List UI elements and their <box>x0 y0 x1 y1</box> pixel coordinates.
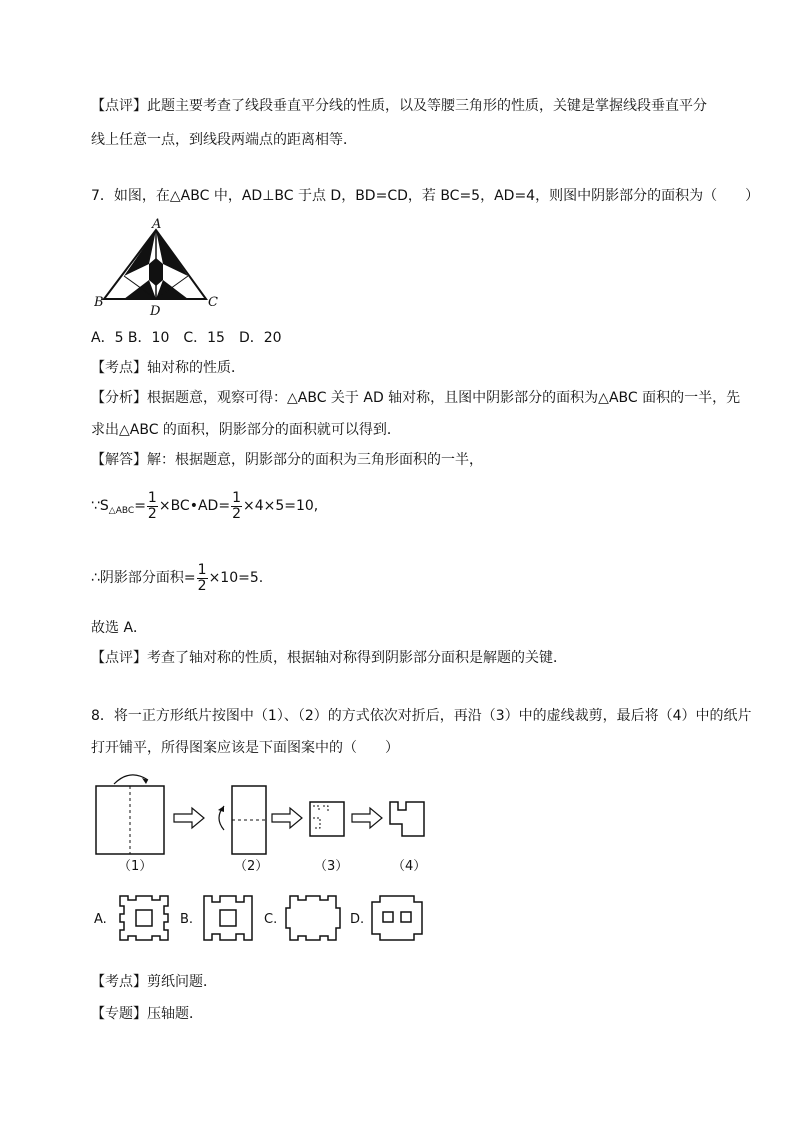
q8-stem-line-2: 打开铺平，所得图案应该是下面图案中的（ ） <box>91 740 399 756</box>
q7-point: 【考点】轴对称的性质． <box>91 360 245 376</box>
comment-line-2: 线上任意一点，到线段两端点的距离相等． <box>91 132 357 148</box>
option-C-label: C. <box>264 912 278 927</box>
q7-equation-2: ∴阴影部分面积= $\frac{1}{2}$ ×10=5. <box>91 561 264 594</box>
option-B-pattern <box>198 890 258 946</box>
q7-choice: 故选 A． <box>91 620 148 636</box>
label-B: B <box>94 295 104 310</box>
caption-2: （2） <box>234 859 269 874</box>
q7-comment: 【点评】考查了轴对称的性质，根据轴对称得到阴影部分面积是解题的关键． <box>91 650 567 666</box>
option-D-label: D. <box>350 912 365 927</box>
label-A: A <box>152 218 162 232</box>
q7-triangle-figure <box>94 218 224 318</box>
caption-4: （4） <box>392 859 427 874</box>
label-C: C <box>208 295 218 310</box>
option-B-label: B. <box>180 912 194 927</box>
q8-special: 【专题】压轴题． <box>91 1006 203 1022</box>
q7-analysis-line-1: 【分析】根据题意，观察可得：△ABC 关于 AD 轴对称，且图中阴影部分的面积为△ABC 面积的一半，先 <box>91 390 741 406</box>
q7-stem: 7．如图，在△ABC 中，AD⊥BC 于点 D，BD=CD，若 BC=5，AD=4，则图中阴影部分的面积为（ ） <box>91 188 760 204</box>
q7-answer-line-1: 【解答】解：根据题意，阴影部分的面积为三角形面积的一半， <box>91 452 483 468</box>
q7-analysis-line-2: 求出△ABC 的面积，阴影部分的面积就可以得到． <box>91 422 401 438</box>
caption-1: （1） <box>118 859 153 874</box>
caption-3: （3） <box>314 859 349 874</box>
q7-options: A．5 B．10 C．15 D．20 <box>91 330 282 346</box>
option-D-pattern <box>366 890 428 946</box>
q8-stem-line-1: 8．将一正方形纸片按图中（1）、（2）的方式依次对折后，再沿（3）中的虚线裁剪，最后将（4）中的纸片 <box>91 708 752 724</box>
option-A-pattern <box>114 890 174 946</box>
comment-line-1: 【点评】此题主要考查了线段垂直平分线的性质，以及等腰三角形的性质，关键是掌握线段垂直平分 <box>91 98 707 114</box>
q7-equation-1: $\because S_{\triangle ABC}=$ $\frac{1}{2}$ ×BC•AD= $\frac{1}{2}$ ×4×5=10, <box>91 489 319 522</box>
q8-folding-steps-figure <box>92 766 452 874</box>
option-C-pattern <box>282 890 344 946</box>
label-D: D <box>150 304 161 318</box>
option-A-label: A. <box>94 912 107 927</box>
q8-point: 【考点】剪纸问题． <box>91 974 217 990</box>
